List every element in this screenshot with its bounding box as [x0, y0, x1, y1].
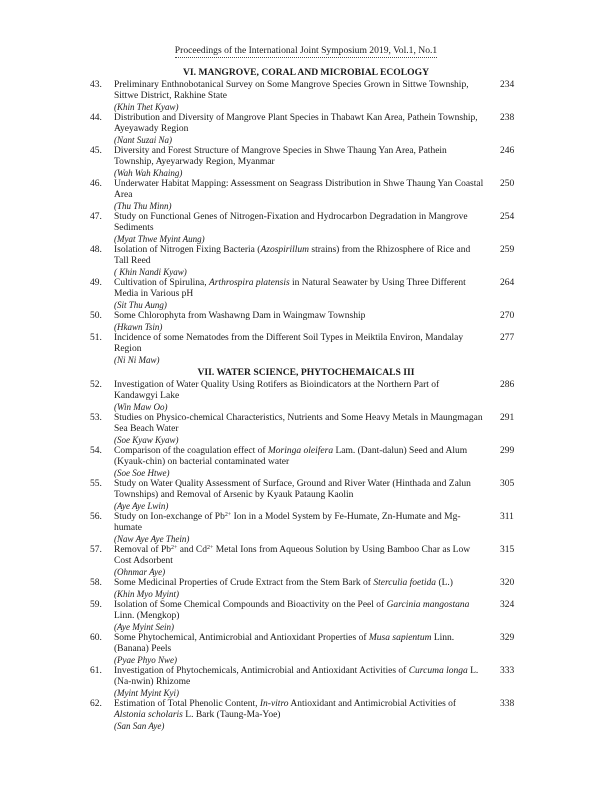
entry-body [114, 512, 484, 545]
toc-entry[interactable] [0, 179, 612, 212]
toc-entry[interactable] [0, 479, 612, 512]
entry-author: (Soe Kyaw Kyaw) [114, 435, 179, 445]
toc-entry[interactable] [0, 600, 612, 633]
entry-body [114, 413, 484, 446]
header-title: Proceedings of the International Joint Symposium 2019, Vol.1, No.1 [174, 45, 438, 56]
entry-title [114, 278, 484, 300]
entry-title [114, 666, 484, 688]
entry-author: (Khin Thet Kyaw) [114, 102, 179, 112]
entry-page-number: 246 [500, 146, 515, 156]
title-text: Estimation of Total Phenolic Content, [114, 699, 260, 709]
toc-entry[interactable] [0, 545, 612, 578]
entry-number: 50. [90, 311, 102, 321]
toc-entry[interactable] [0, 446, 612, 479]
entry-author: (Myat Thwe Myint Aung) [114, 234, 205, 244]
title-text: Diversity and Forest Structure of Mangrove Species in Shwe Thaung Yan Area, Pathein Township, Ayeyarwady Region, Myanmar [114, 146, 447, 167]
toc-entry[interactable] [0, 512, 612, 545]
toc-entry[interactable] [0, 333, 612, 366]
entry-page-number: 270 [500, 311, 515, 321]
toc-entry[interactable] [0, 311, 612, 333]
entry-page-number: 264 [500, 278, 515, 288]
entry-title [114, 413, 484, 435]
entry-page-number: 238 [500, 113, 515, 123]
entry-body [114, 311, 484, 333]
title-text: Underwater Habitat Mapping: Assessment on Seagrass Distribution in Shwe Thaung Yan Coastal Area [114, 179, 484, 200]
entry-title [114, 333, 484, 355]
entry-title [114, 146, 484, 168]
title-text: L. Bark (Taung-Ma-Yoe) [182, 710, 281, 720]
title-text: Lam. (Dant-dalun) Seed and Alum (Kyauk-chin) on bacterial contaminated water [114, 446, 468, 467]
entry-body [114, 578, 484, 600]
toc-entry[interactable] [0, 380, 612, 413]
entry-number: 51. [90, 333, 102, 343]
entry-page-number: 250 [500, 179, 515, 189]
entry-title [114, 80, 484, 102]
title-text: Antioxidant and Antimicrobial Activities of [288, 699, 457, 709]
toc-entry[interactable] [0, 245, 612, 278]
toc-entry[interactable] [0, 578, 612, 600]
title-text: Study on Ion-exchange of Pb [114, 512, 225, 522]
entry-number: 54. [90, 446, 102, 456]
entry-author: (Wah Wah Khaing) [114, 168, 183, 178]
title-text: Some Chlorophyta from Washawng Dam in Waingmaw Township [114, 311, 366, 321]
entry-title [114, 113, 484, 135]
entry-author: (Aye Aye Lwin) [114, 501, 169, 511]
entry-number: 55. [90, 479, 102, 489]
section-water-science [0, 367, 612, 732]
entry-author: (Thu Thu Minn) [114, 201, 172, 211]
entry-author: (Khin Myo Myint) [114, 589, 179, 599]
entry-page-number: 324 [500, 600, 515, 610]
toc-entry[interactable] [0, 146, 612, 179]
title-text: Isolation of Nitrogen Fixing Bacteria ( [114, 245, 261, 255]
entry-title [114, 311, 484, 322]
entry-number: 61. [90, 666, 102, 676]
entry-body [114, 666, 484, 699]
entry-page-number: 315 [500, 545, 515, 555]
entry-author: (Myint Myint Kyi) [114, 688, 179, 698]
entry-title [114, 179, 484, 201]
entry-number: 62. [90, 699, 102, 709]
entry-title [114, 212, 484, 234]
entry-number: 45. [90, 146, 102, 156]
entry-author: (Ni Ni Maw) [114, 355, 160, 365]
toc-entry[interactable] [0, 666, 612, 699]
entry-body [114, 278, 484, 311]
entry-list [0, 80, 612, 366]
section-title: VII. WATER SCIENCE, PHYTOCHEMAICALS III [197, 367, 415, 378]
entry-title [114, 545, 484, 567]
entry-number: 58. [90, 578, 102, 588]
entry-page-number: 254 [500, 212, 515, 222]
title-text: Some Medicinal Properties of Crude Extract from the Stem Bark of [114, 578, 374, 588]
species-name: Musa sapientum [368, 633, 432, 643]
species-name: Garcinia mangostana [386, 600, 470, 610]
entry-number: 56. [90, 512, 102, 522]
ion-charge: 2+ [171, 545, 178, 551]
title-text: and Cd [177, 545, 207, 555]
entry-page-number: 299 [500, 446, 515, 456]
entry-page-number: 286 [500, 380, 515, 390]
species-name: Curcuma longa [408, 666, 468, 676]
toc-entry[interactable] [0, 413, 612, 446]
entry-title [114, 479, 484, 501]
title-text: (L.) [436, 578, 453, 588]
entry-page-number: 338 [500, 699, 515, 709]
species-name: Alstonia scholaris [114, 710, 183, 720]
entry-body [114, 80, 484, 113]
toc-entry[interactable] [0, 699, 612, 732]
entry-author: (Sit Thu Aung) [114, 300, 167, 310]
entry-number: 52. [90, 380, 102, 390]
toc-entry[interactable] [0, 113, 612, 146]
entry-body [114, 600, 484, 633]
entry-list [0, 380, 612, 732]
species-name: In-vitro [259, 699, 289, 709]
entry-body [114, 380, 484, 413]
title-text: strains) from the Rhizosphere of Rice and Tall Reed [114, 245, 471, 266]
entry-body [114, 446, 484, 479]
entry-body [114, 333, 484, 366]
entry-title [114, 699, 484, 721]
entry-page-number: 234 [500, 80, 515, 90]
title-text: Isolation of Some Chemical Compounds and Bioactivity on the Peel of [114, 600, 387, 610]
entry-page-number: 329 [500, 633, 515, 643]
entry-body [114, 212, 484, 245]
title-text: Removal of Pb [114, 545, 171, 555]
entry-page-number: 291 [500, 413, 515, 423]
section-title: VI. MANGROVE, CORAL AND MICROBIAL ECOLOGY [183, 67, 429, 78]
title-text: Incidence of some Nematodes from the Different Soil Types in Meiktila Environ, Mandalay Region [114, 333, 464, 354]
title-text: Cultivation of Spirulina, [114, 278, 209, 288]
toc-entry[interactable] [0, 633, 612, 666]
entry-number: 53. [90, 413, 102, 423]
title-text: Study on Water Quality Assessment of Surface, Ground and River Water (Hinthada and Zalun Townships) and Removal of Arsenic by Kyauk Pataung Kaolin [114, 479, 471, 500]
entry-number: 49. [90, 278, 102, 288]
toc-entry[interactable] [0, 80, 612, 113]
entry-body [114, 633, 484, 666]
entry-number: 60. [90, 633, 102, 643]
entry-number: 44. [90, 113, 102, 123]
entry-number: 46. [90, 179, 102, 189]
entry-author: (Soe Soe Htwe) [114, 468, 170, 478]
ion-charge: 2+ [206, 545, 214, 551]
ion-charge: 2+ [224, 512, 232, 518]
entry-author: (Ohnmar Aye) [114, 567, 166, 577]
entry-page-number: 277 [500, 333, 515, 343]
toc-entry[interactable] [0, 278, 612, 311]
title-text: Study on Functional Genes of Nitrogen-Fixation and Hydrocarbon Degradation in Mangrove Sediments [114, 212, 468, 233]
entry-author: (Naw Aye Aye Thein) [114, 534, 190, 544]
entry-title [114, 446, 484, 468]
entry-body [114, 146, 484, 179]
running-header [0, 45, 612, 56]
entry-author: (Nant Suzai Na) [114, 135, 173, 145]
entry-body [114, 545, 484, 578]
entry-number: 57. [90, 545, 102, 555]
title-text: Metal Ions from Aqueous Solution by Using Bamboo Char as Low Cost Adsorbent [114, 545, 471, 566]
entry-page-number: 320 [500, 578, 515, 588]
entry-author: (Win Maw Oo) [114, 402, 168, 412]
title-text: Studies on Physico-chemical Characteristics, Nutrients and Some Heavy Metals in Maungmagan Sea Beach Water [114, 413, 483, 434]
title-text: Some Phytochemical, Antimicrobial and Antioxidant Properties of [114, 633, 369, 643]
entry-title [114, 633, 484, 655]
entry-number: 48. [90, 245, 102, 255]
entry-title [114, 380, 484, 402]
title-text: Preliminary Enthnobotanical Survey on Some Mangrove Species Grown in Sittwe Township, Sittwe District, Rakhine State [114, 80, 469, 101]
entry-title [114, 245, 484, 267]
table-of-contents [0, 67, 612, 732]
species-name: Sterculia foetida [373, 578, 437, 588]
toc-entry[interactable] [0, 212, 612, 245]
entry-number: 47. [90, 212, 102, 222]
species-name: Azospirillum [260, 245, 309, 255]
title-text: Linn. (Banana) Peels [114, 633, 455, 654]
entry-page-number: 333 [500, 666, 515, 676]
species-name: Moringa oleifera [267, 446, 334, 456]
entry-author: (Aye Myint Sein) [114, 622, 174, 632]
title-text: Ion in a Model System by Fe-Humate, Zn-Humate and Mg-humate [114, 512, 461, 533]
title-text: L. (Na-nwin) Rhizome [114, 666, 479, 687]
entry-body [114, 699, 484, 732]
entry-body [114, 479, 484, 512]
entry-body [114, 179, 484, 212]
title-text: in Natural Seawater by Using Three Different Media in Various pH [114, 278, 466, 299]
entry-author: (San San Aye) [114, 721, 165, 731]
species-name: Arthrospira platensis [209, 278, 290, 288]
entry-page-number: 311 [500, 512, 514, 522]
entry-title [114, 578, 484, 589]
section-mangrove [0, 67, 612, 366]
entry-body [114, 245, 484, 278]
title-text: Investigation of Water Quality Using Rotifers as Bioindicators at the Northern Part of Kandawgyi Lake [114, 380, 440, 401]
entry-title [114, 512, 484, 534]
entry-page-number: 259 [500, 245, 515, 255]
entry-page-number: 305 [500, 479, 515, 489]
title-text: Comparison of the coagulation effect of [114, 446, 268, 456]
entry-author: ( Khin Nandi Kyaw) [114, 267, 187, 277]
entry-author: (Hkawn Tsin) [114, 322, 163, 332]
title-text: Investigation of Phytochemicals, Antimicrobial and Antioxidant Activities of [114, 666, 409, 676]
entry-title [114, 600, 484, 622]
entry-number: 59. [90, 600, 102, 610]
entry-number: 43. [90, 80, 102, 90]
entry-author: (Pyae Phyo Nwe) [114, 655, 177, 665]
entry-body [114, 113, 484, 146]
title-text: Linn. (Mengkop) [114, 611, 180, 621]
title-text: Distribution and Diversity of Mangrove Plant Species in Thabawt Kan Area, Pathein Township, Ayeyawady Region [114, 113, 478, 134]
